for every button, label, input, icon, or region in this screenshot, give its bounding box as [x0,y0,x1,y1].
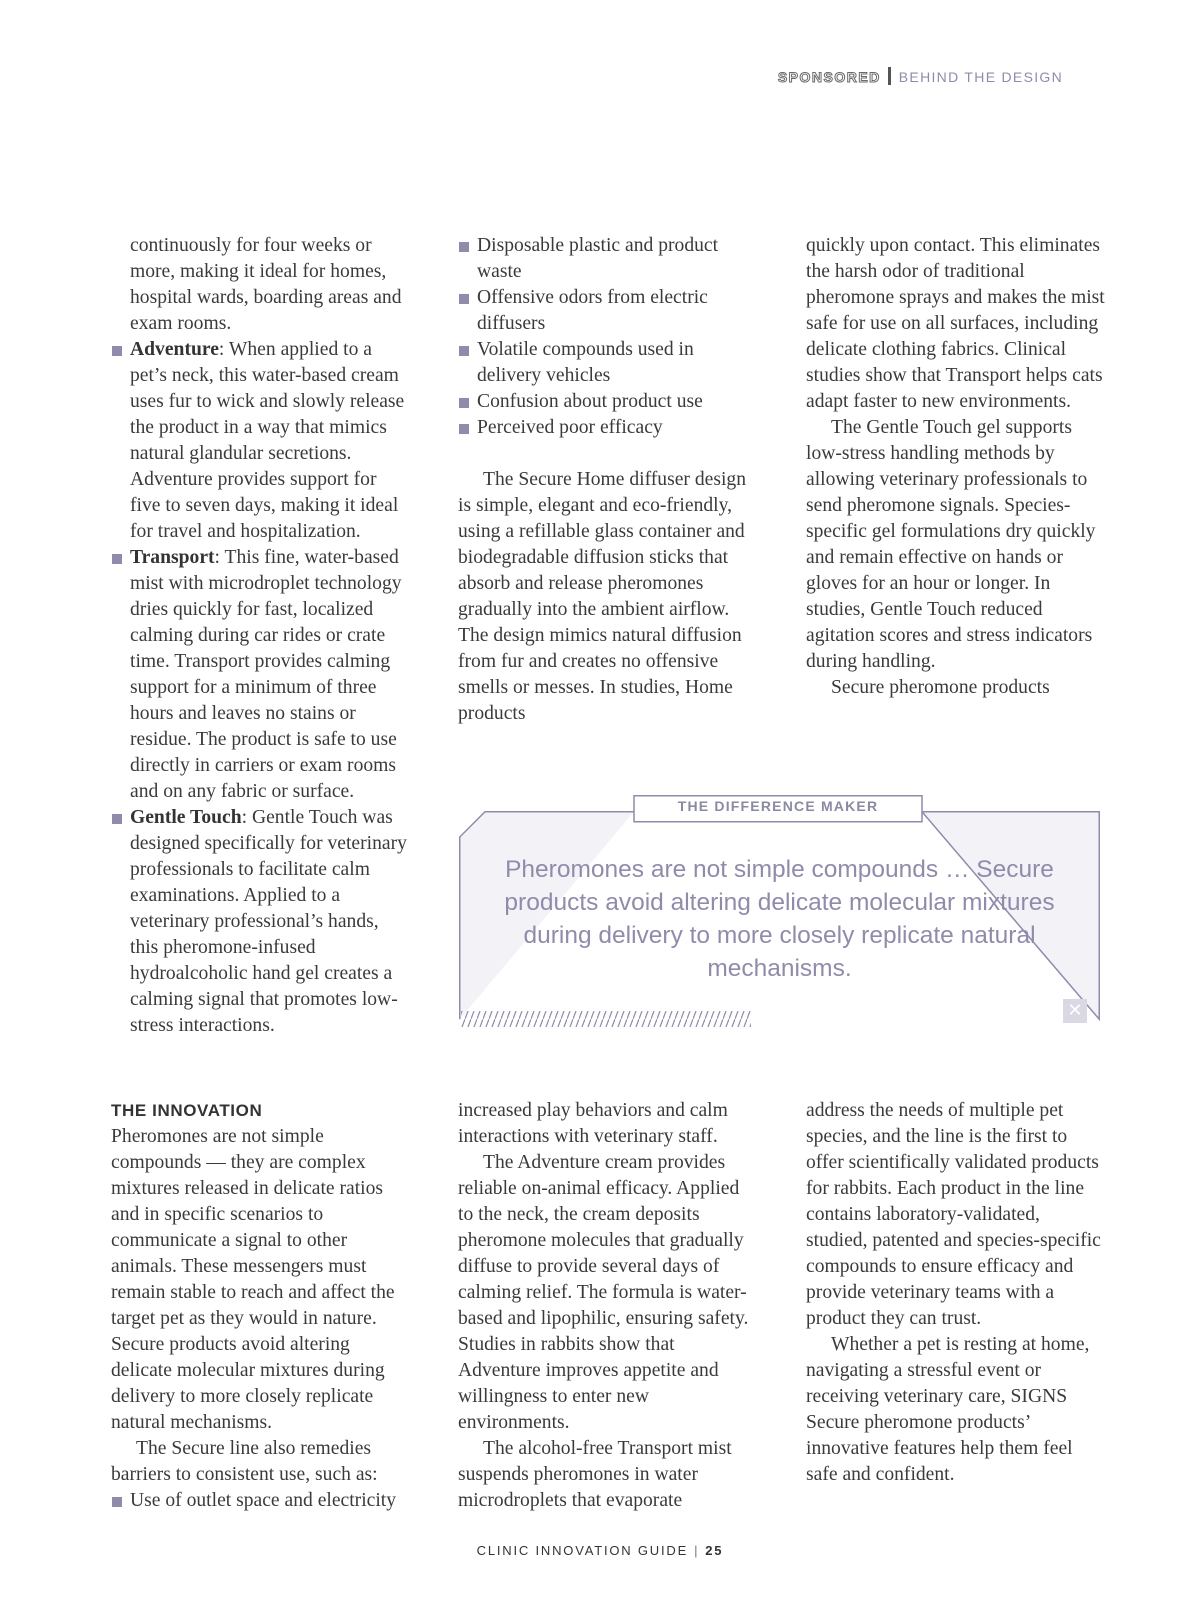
paragraph: The Adventure cream provides reliable on-animal efficacy. Applied to the neck, the cream deposits pheromone molecules that gradually diffuse to provide several days of calming relief. The formula is water-based and lipophilic, ensuring safety. Studies in rabbits show that Adventure improves appetite and willingness to enter new environments. [458,1152,749,1433]
list-item: Offensive odors from electric diffusers [458,285,754,337]
top-column-1 [111,233,411,1039]
bottom-column-2 [458,1098,754,1514]
paragraph: The Secure Home diffuser design is simple, elegant and eco-friendly, using a refillable glass container and biodegradable diffusion sticks that absorb and release pheromones gradually into the ambient airflow. The design mimics natural diffusion from fur and creates no offensive smells or messes. In studies, Home products [458,469,746,724]
guide-title: CLINIC INNOVATION GUIDE [476,1543,689,1558]
list-item-gentle-touch [111,805,411,1039]
bottom-column-3 [806,1098,1106,1488]
callout-quote: Pheromones are not simple compounds … Secure products avoid altering delicate molecular mixtures during delivery to more closely replicate natural mechanisms. [504,856,1055,982]
spacer [458,441,754,467]
list-item: Use of outlet space and electricity [111,1488,411,1514]
page-footer [0,1543,1200,1558]
callout-label: THE DIFFERENCE MAKER [677,798,879,814]
close-icon: ✕ [1063,999,1087,1023]
list-item-transport [111,545,411,805]
paragraph: quickly upon contact. This eliminates the harsh odor of traditional pheromone sprays and makes the mist safe for use on all surfaces, including delicate clothing fabrics. Clinical studies show that Transport helps cats adapt faster to new environments. [806,235,1105,412]
list-item: Disposable plastic and product waste [458,233,754,285]
product-name: Adventure [130,339,219,360]
top-column-2 [458,233,754,727]
paragraph: The alcohol-free Transport mist suspends pheromones in water microdroplets that evaporate [458,1438,732,1511]
paragraph: Pheromones are not simple compounds — they are complex mixtures released in delicate ratios and in specific scenarios to communicate a signal to other animals. These messengers must remain stable to reach and affect the target pet as they would in nature. Secure products avoid altering delicate molecular mixtures during delivery to more closely replicate natural mechanisms. [111,1126,395,1433]
section-heading: THE INNOVATION [111,1101,263,1120]
list-item: Volatile compounds used in delivery vehicles [458,337,754,389]
product-description: : Gentle Touch was designed specifically for veterinary professionals to facilitate calm examinations. Applied to a veterinary professional’s hands, this pheromone-infused hydroalcoholic hand gel creates a calming signal that promotes low-stress interactions. [130,807,407,1036]
paragraph: continuously for four weeks or more, making it ideal for homes, hospital wards, boarding areas and exam rooms. [130,235,402,334]
product-name: Gentle Touch [130,807,242,828]
bottom-column-1 [111,1098,411,1514]
paragraph: address the needs of multiple pet species, and the line is the first to offer scientifically validated products for rabbits. Each product in the line contains laboratory-validated, studied, patented and species-specific compounds to ensure efficacy and provide veterinary teams with a product they can trust. [806,1100,1101,1329]
page-header [778,67,1063,86]
footer-separator: | [694,1543,700,1558]
header-divider [888,67,891,85]
difference-maker-callout [459,795,1100,1031]
page-number: 25 [705,1543,724,1558]
product-name: Transport [130,547,215,568]
section-label: BEHIND THE DESIGN [898,69,1063,85]
paragraph: The Gentle Touch gel supports low-stress handling methods by allowing veterinary professionals to send pheromone signals. Species-specific gel formulations dry quickly and remain effective on hands or gloves for an hour or longer. In studies, Gentle Touch reduced agitation scores and stress indicators during handling. [806,417,1096,672]
list-item-adventure [111,337,411,545]
paragraph: Whether a pet is resting at home, navigating a stressful event or receiving veterinary care, SIGNS Secure pheromone products’ innovative features help them feel safe and confident. [806,1334,1090,1485]
paragraph: increased play behaviors and calm interactions with veterinary staff. [458,1100,728,1147]
paragraph: The Secure line also remedies barriers to consistent use, such as: [111,1438,378,1485]
list-item: Confusion about product use [458,389,754,415]
top-column-3 [806,233,1106,701]
list-item: Perceived poor efficacy [458,415,754,441]
product-description: : When applied to a pet’s neck, this water-based cream uses fur to wick and slowly release the product in a way that mimics natural glandular secretions. Adventure provides support for five to seven days, making it ideal for travel and hospitalization. [130,339,405,542]
product-description: : This fine, water-based mist with microdroplet technology dries quickly for fast, localized calming during car rides or crate time. Transport provides calming support for a minimum of three hours and leaves no stains or residue. The product is safe to use directly in carriers or exam rooms and on any fabric or surface. [130,547,402,802]
paragraph: Secure pheromone products [831,677,1050,698]
sponsored-label: SPONSORED [777,69,881,85]
